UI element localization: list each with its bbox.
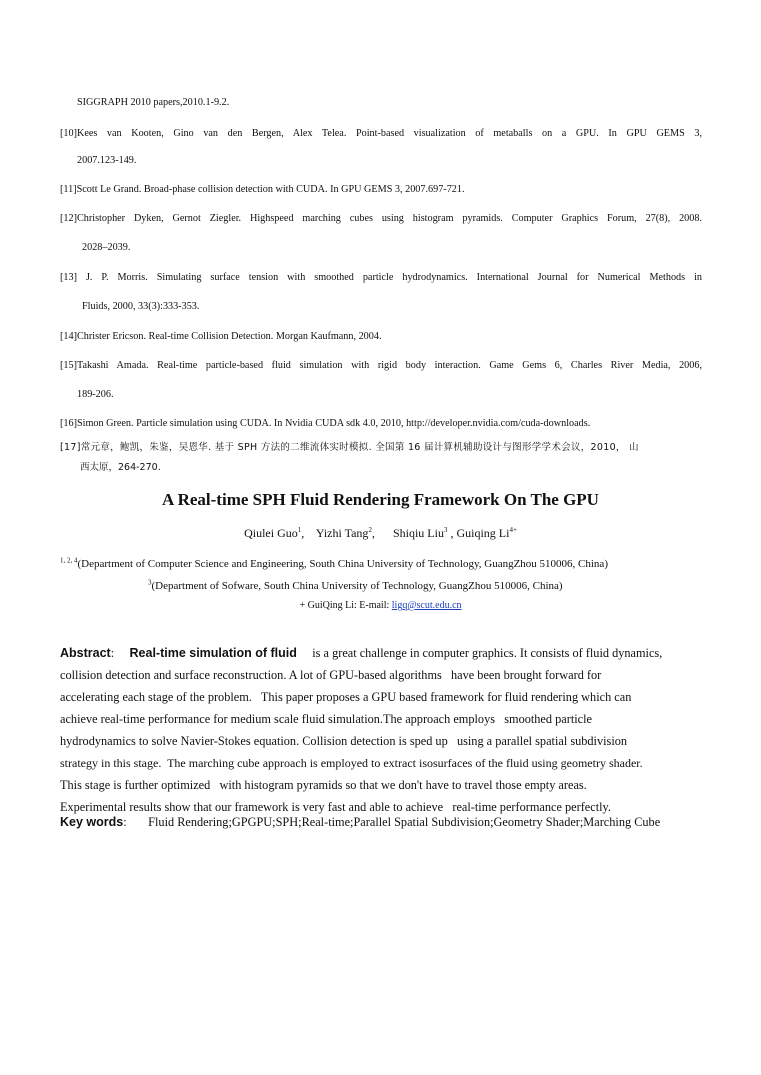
abstract-colon: : [110,646,115,660]
abstract-line: This stage is further optimized with histogram pyramids so that we don't have to travel those empty areas. [60,778,587,792]
keywords-text: Fluid Rendering;GPGPU;SPH;Real-time;Parallel Spatial Subdivision;Geometry Shader;Marching Cube [148,815,661,829]
reference-10-continuation: 2007.123-149. [77,155,137,166]
author-superscript: 2 [368,526,372,534]
reference-11: [11]Scott Le Grand. Broad-phase collision detection with CUDA. In GPU GEMS 3, 2007.697-721. [60,184,465,195]
reference-14: [14]Christer Ericson. Real-time Collision Detection. Morgan Kaufmann, 2004. [60,331,382,342]
abstract-line: collision detection and surface reconstruction. A lot of GPU-based algorithms have been brought forward for [60,668,602,682]
email-prefix: + GuiQing Li: E-mail: [299,600,392,611]
author-superscript: 1 [297,526,302,534]
email-link[interactable]: ligq@scut.edu.cn [391,600,462,611]
reference-9-continuation: SIGGRAPH 2010 papers,2010.1-9.2. [77,97,230,108]
keywords-line [60,815,660,830]
abstract-line: hydrodynamics to solve Navier-Stokes equation. Collision detection is sped up using a parallel spatial subdivision [60,734,628,748]
abstract-bold-phrase: Real-time simulation of fluid [129,646,297,660]
paper-title: A Real-time SPH Fluid Rendering Framework On The GPU [162,490,599,509]
affiliation-superscript: 3 [148,578,152,587]
author-superscript: 3 [443,526,448,534]
affiliation-2 [148,580,563,592]
reference-17-continuation: 西太原，264-270. [80,462,161,473]
affiliation-1 [60,558,608,570]
abstract-text: is a great challenge in computer graphics. It consists of fluid dynamics, [312,646,663,660]
author-name: Qiulei Guo [244,526,298,540]
reference-12-continuation: 2028–2039. [82,242,131,253]
author-superscript: 4+ [509,526,517,534]
author-name: Shiqiu Liu [392,526,444,540]
author-name: Yizhi Tang [315,526,369,540]
author-list: Qiulei Guo$^1$, Yizhi Tang$^2$, Shiqiu Liu$^3$ , Guiqing $Li^{4+}$ [244,526,517,540]
affiliation-superscript: 1, 2, 4 [60,556,78,565]
author-name: Guiqing Li [456,526,510,540]
keywords-colon: : [123,815,127,829]
reference-15-continuation: 189-206. [77,389,114,400]
abstract-line: strategy in this stage. The marching cube approach is employed to extract isosurfaces of the fluid using geometry shader. [60,756,643,770]
affiliation-text: (Department of Computer Science and Engineering, South China University of Technology, GuangZhou 510006, China) [77,558,608,570]
keywords-label: Key words [60,815,124,829]
reference-17: [17]常元章，鲍凯，朱鉴，吴恩华. 基于 SPH 方法的二维流体实时模拟. 全国第 16 届计算机辅助设计与图形学学术会议，2010， 山 [60,442,639,453]
reference-10: [10]Kees van Kooten, Gino van den Bergen, Alex Telea. Point-based visualization of metaballs on a GPU. In GPU GEMS 3, [60,128,702,139]
corresponding-email [0,600,761,611]
abstract-line: Experimental results show that our framework is very fast and able to achieve real-time performance perfectly. [60,800,611,814]
abstract-line: accelerating each stage of the problem. This paper proposes a GPU based framework for fluid rendering which can [60,690,632,704]
abstract-line [60,642,702,664]
reference-16: [16]Simon Green. Particle simulation using CUDA. In Nvidia CUDA sdk 4.0, 2010, http://developer.nvidia.com/cuda-downloads. [60,418,591,429]
reference-15: [15]Takashi Amada. Real-time particle-based fluid simulation with rigid body interaction. Game Gems 6, Charles River Media, 2006, [60,360,702,371]
abstract-label: Abstract [60,646,111,660]
abstract-section [60,642,702,818]
reference-13: [13] J. P. Morris. Simulating surface tension with smoothed particle hydrodynamics. International Journal for Numerical Methods in [60,272,702,283]
affiliation-text: (Department of Sofware, South China University of Technology, GuangZhou 510006, China) [151,580,563,592]
abstract-line: achieve real-time performance for medium scale fluid simulation.The approach employs smoothed particle [60,712,592,726]
reference-13-continuation: Fluids, 2000, 33(3):333-353. [82,301,200,312]
reference-12: [12]Christopher Dyken, Gernot Ziegler. Highspeed marching cubes using histogram pyramids. Computer Graphics Forum, 27(8), 2008. [60,213,702,224]
